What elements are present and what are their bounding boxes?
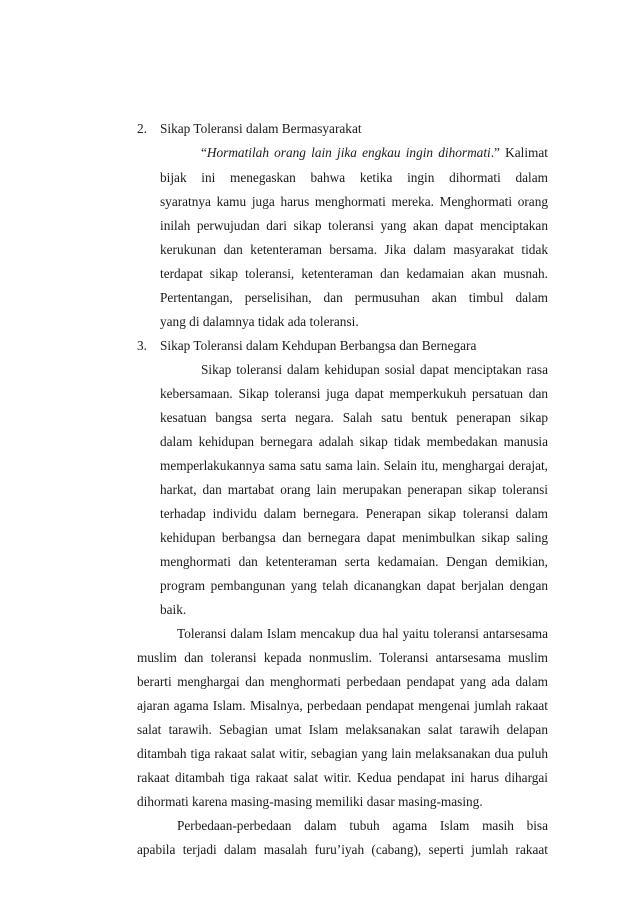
- section-2-line-3: syaratnya kamu juga harus menghormati mereka. Menghormati orang: [160, 194, 548, 209]
- section-2-line-4: inilah perwujudan dari sikap toleransi yang akan dapat menciptakan: [160, 218, 548, 233]
- section-3-line-8: kehidupan berbangsa dan bernegara dapat menimbulkan sikap saling: [160, 530, 548, 545]
- section-3-line-5: memperlakukannya sama satu sama lain. Selain itu, menghargai derajat,: [160, 458, 548, 473]
- section-2-line-8: yang di dalamnya tidak ada toleransi.: [160, 314, 359, 329]
- section-2-line-1: “Hormatilah orang lain jika engkau ingin dihormati.” Kalimat: [201, 145, 548, 160]
- section-2-heading: Sikap Toleransi dalam Bermasyarakat: [160, 121, 362, 136]
- section-3-line-3: kesatuan bangsa serta negara. Salah satu bentuk penerapan sikap: [160, 410, 548, 425]
- section-3-line-2: kebersamaan. Sikap toleransi juga dapat memperkukuh persatuan dan: [160, 386, 548, 401]
- section-3-number: 3.: [137, 338, 147, 353]
- paragraph-1-line-5: salat tarawih. Sebagian umat Islam melaksanakan salat tarawih delapan: [137, 722, 548, 737]
- paragraph-2-line-2: apabila terjadi dalam masalah furu’iyah (cabang), seperti jumlah rakaat: [137, 842, 548, 857]
- section-2-number: 2.: [137, 121, 147, 136]
- section-3-line-4: dalam kehidupan bernegara adalah sikap tidak membedakan manusia: [160, 434, 548, 449]
- section-3-line-7: terhadap individu dalam bernegara. Penerapan sikap toleransi dalam: [160, 506, 548, 521]
- section-2-line-5: kerukunan dan ketenteraman bersama. Jika dalam masyarakat tidak: [160, 242, 548, 257]
- paragraph-1-line-1: Toleransi dalam Islam mencakup dua hal yaitu toleransi antarsesama: [177, 626, 548, 641]
- paragraph-1-line-4: ajaran agama Islam. Misalnya, perbedaan pendapat mengenai jumlah rakaat: [137, 698, 548, 713]
- section-3-heading: Sikap Toleransi dalam Kehdupan Berbangsa dan Bernegara: [160, 338, 477, 353]
- section-3-line-11: baik.: [160, 602, 187, 617]
- paragraph-1-line-2: muslim dan toleransi kepada nonmuslim. Toleransi antarsesama muslim: [137, 650, 548, 665]
- section-2-line-6: terdapat sikap toleransi, ketenteraman dan kedamaian akan musnah.: [160, 266, 548, 281]
- quote-italic: Hormatilah orang lain jika engkau ingin dihormati: [206, 145, 491, 160]
- section-2-line-2: bijak ini menegaskan bahwa ketika ingin dihormati dalam: [160, 170, 548, 185]
- paragraph-1-line-7: rakaat ditambah tiga rakaat salat witir. Kedua pendapat ini harus dihargai: [137, 770, 548, 785]
- section-2-line-7: Pertentangan, perselisihan, dan permusuhan akan timbul dalam: [160, 290, 548, 305]
- section-3-line-6: harkat, dan martabat orang lain merupakan penerapan sikap toleransi: [160, 482, 548, 497]
- section-3-line-9: menghormati dan ketenteraman serta kedamaian. Dengan demikian,: [160, 554, 548, 569]
- paragraph-1-line-8: dihormati karena masing-masing memiliki dasar masing-masing.: [137, 794, 483, 809]
- section-3-line-1: Sikap toleransi dalam kehidupan sosial dapat menciptakan rasa: [201, 362, 548, 377]
- section-3-line-10: program pembangunan yang telah dicanangkan dapat berjalan dengan: [160, 578, 548, 593]
- paragraph-1-line-3: berarti menghargai dan menghormati perbedaan pendapat yang ada dalam: [137, 674, 548, 689]
- paragraph-2-line-1: Perbedaan-perbedaan dalam tubuh agama Islam masih bisa: [177, 818, 548, 833]
- paragraph-1-line-6: ditambah tiga rakaat salat witir, sebagian yang lain melaksanakan dua puluh: [137, 746, 548, 761]
